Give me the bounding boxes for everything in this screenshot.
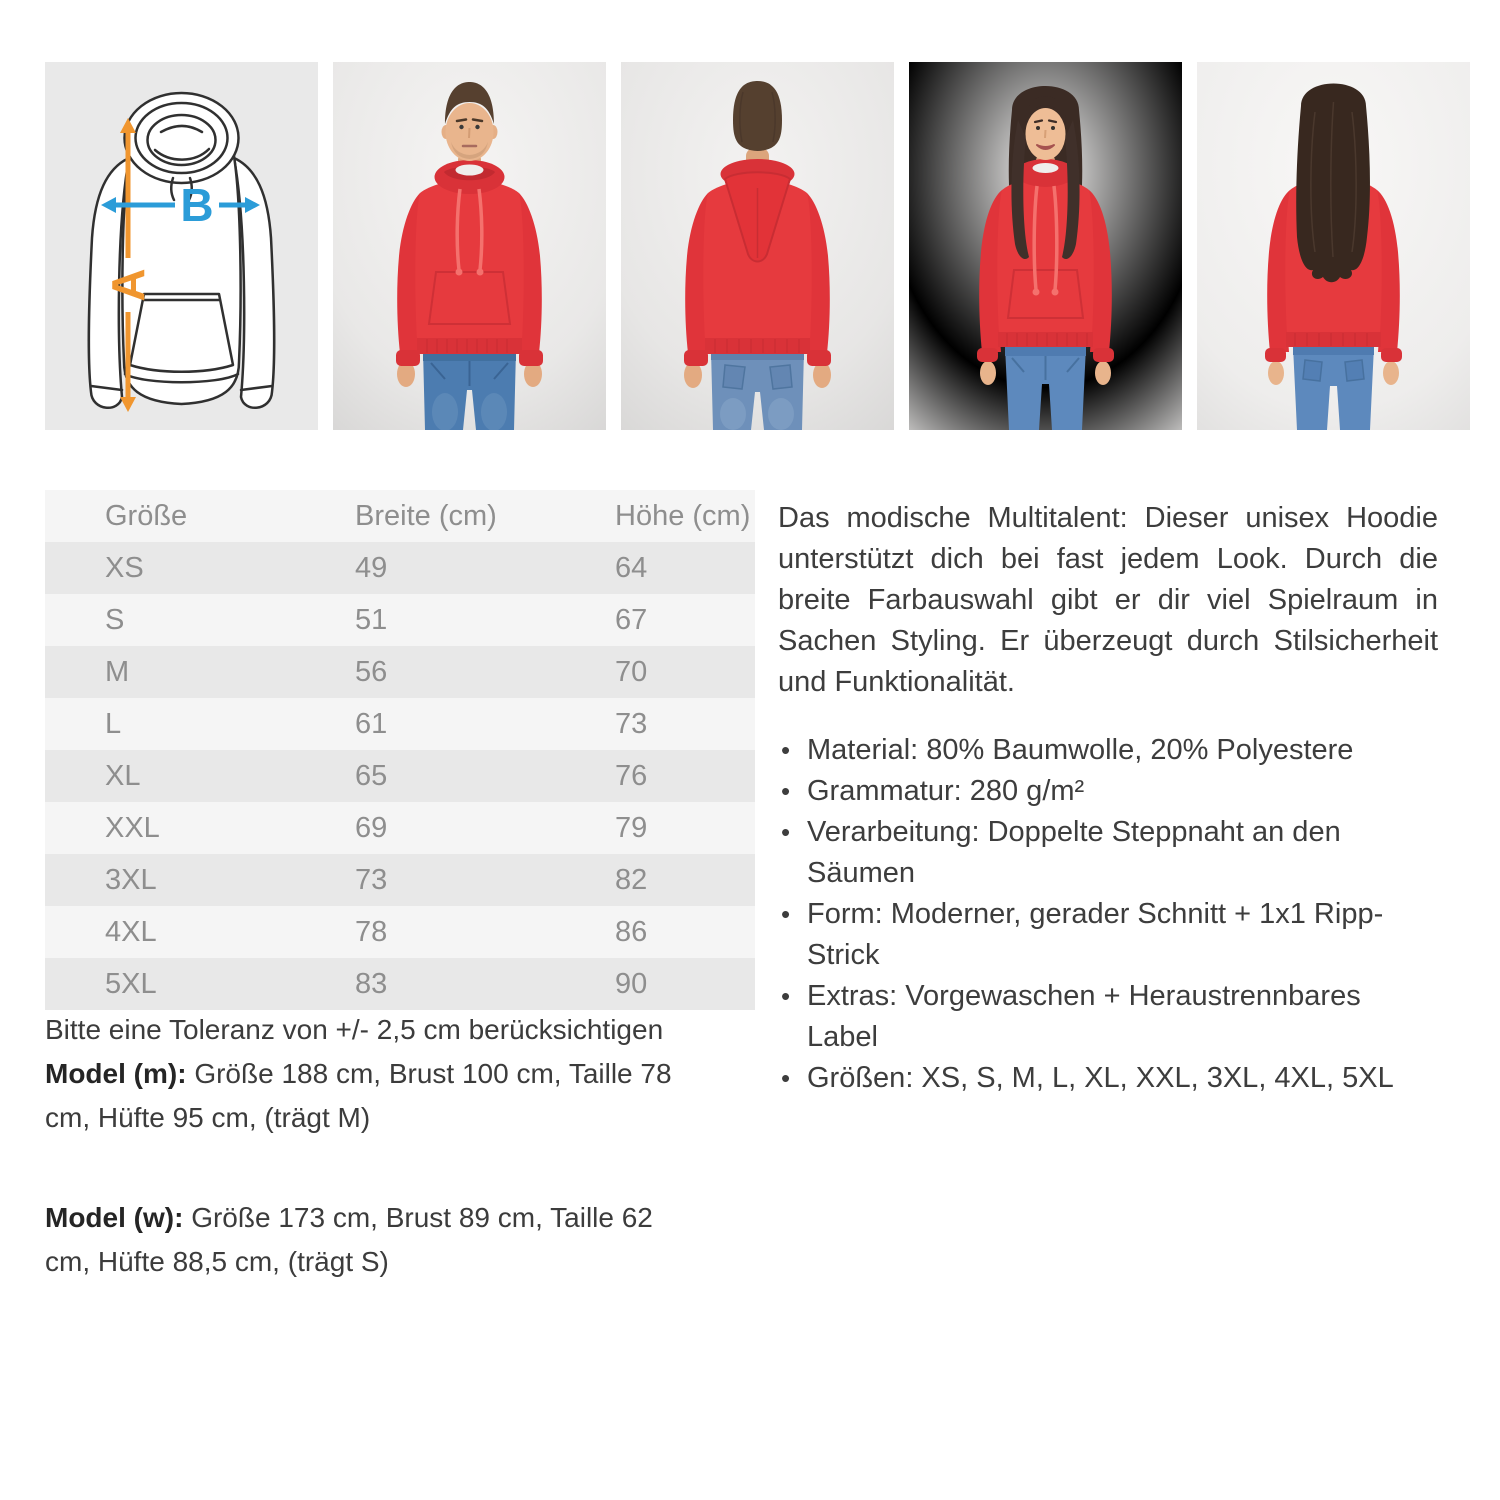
size-table-row-l — [45, 698, 755, 750]
man-back-photo — [621, 62, 894, 430]
column-header-breite: Breite (cm) — [355, 499, 497, 532]
photo-man-back[interactable] — [621, 62, 894, 430]
description-intro: Das modische Multitalent: Dieser unisex Hoodie unterstützt dich bei fast jedem Look. Durch die breite Farbauswahl gibt er dir viel Spielraum in Sachen Styling. Er überzeugt durch Stilsicherheit und Funktionalität. — [778, 502, 1438, 698]
spec-bullet-list — [778, 730, 1417, 1099]
right-hand — [1383, 361, 1399, 385]
size-table-row-xxl — [45, 802, 755, 854]
size-table-cell: 64 — [615, 551, 648, 584]
model-w-note — [45, 1196, 705, 1284]
tolerance-note: Bitte eine Toleranz von +/- 2,5 cm berücksichtigen — [45, 1014, 664, 1045]
woman-front-photo — [909, 62, 1182, 430]
size-table-cell: 67 — [615, 603, 648, 636]
size-table-cell: 56 — [355, 655, 388, 688]
photo-man-front[interactable] — [333, 62, 606, 430]
size-table-cell: 73 — [355, 863, 388, 896]
size-table-cell: XL — [105, 759, 141, 792]
size-table-row-xl — [45, 750, 755, 802]
size-table-cell: L — [105, 707, 122, 740]
column-header-hoehe: Höhe (cm) — [615, 499, 751, 532]
size-table-cell: 3XL — [105, 863, 157, 896]
model-w-text: Größe 173 cm, Brust 89 cm, Taille 62 cm, Hüfte 88,5 cm, (trägt S) — [45, 1202, 653, 1277]
size-table-cell: 73 — [615, 707, 648, 740]
size-table-cell: 78 — [355, 915, 388, 948]
model-m-text: Größe 188 cm, Brust 100 cm, Taille 78 cm, Hüfte 95 cm, (trägt M) — [45, 1058, 672, 1133]
spec-bullet: • Verarbeitung: Doppelte Steppnaht an den Säumen — [778, 812, 1417, 894]
spec-bullet: • Material: 80% Baumwolle, 20% Polyestere — [778, 730, 1417, 771]
size-table-header — [45, 490, 755, 542]
label-a: A — [102, 268, 154, 302]
photo-woman-back[interactable] — [1197, 62, 1470, 430]
spec-bullet: • Größen: XS, S, M, L, XL, XXL, 3XL, 4XL, 5XL — [778, 1058, 1417, 1099]
model-m-label: Model (m): — [45, 1058, 187, 1089]
size-table-row-5xl — [45, 958, 755, 1010]
size-table-cell: 49 — [355, 551, 388, 584]
size-table-cell: 70 — [615, 655, 648, 688]
size-table — [45, 490, 755, 1010]
size-table-cell: 86 — [615, 915, 648, 948]
left-hand — [980, 361, 996, 385]
size-table-cell: 69 — [355, 811, 388, 844]
size-table-cell: XS — [105, 551, 144, 584]
size-table-cell: 65 — [355, 759, 388, 792]
measurement-notes — [45, 1008, 705, 1284]
size-table-cell: 61 — [355, 707, 388, 740]
photo-woman-front[interactable] — [909, 62, 1182, 430]
size-table-cell: 79 — [615, 811, 648, 844]
spec-bullet: • Extras: Vorgewaschen + Heraustrennbares Label — [778, 976, 1417, 1058]
product-gallery — [45, 62, 1470, 430]
size-table-cell: 83 — [355, 967, 388, 1000]
label-b: B — [180, 179, 214, 231]
model-w-label: Model (w): — [45, 1202, 184, 1233]
size-table-cell: 76 — [615, 759, 648, 792]
size-table-cell: M — [105, 655, 130, 688]
size-table-body — [45, 542, 755, 1010]
hoodie-measurement-diagram — [45, 62, 318, 430]
woman-back-photo — [1197, 62, 1470, 430]
size-table-row-4xl — [45, 906, 755, 958]
size-table-cell: 5XL — [105, 967, 157, 1000]
size-table-row-3xl — [45, 854, 755, 906]
size-table-cell: 4XL — [105, 915, 157, 948]
right-hand — [1095, 361, 1111, 385]
model-m-note — [45, 1052, 705, 1140]
column-header-groesse: Größe — [105, 499, 188, 532]
left-hand — [1268, 361, 1284, 385]
size-table-cell: XXL — [105, 811, 160, 844]
man-front-photo — [333, 62, 606, 430]
size-table-row-s — [45, 594, 755, 646]
product-description — [778, 498, 1438, 1099]
spec-bullet: • Grammatur: 280 g/m² — [778, 771, 1417, 812]
spec-bullet: • Form: Moderner, gerader Schnitt + 1x1 Ripp-Strick — [778, 894, 1417, 976]
size-table-cell: S — [105, 603, 125, 636]
size-table-row-xs — [45, 542, 755, 594]
size-table-cell: 51 — [355, 603, 388, 636]
size-table-row-m — [45, 646, 755, 698]
size-diagram-image[interactable] — [45, 62, 318, 430]
size-table-cell: 90 — [615, 967, 648, 1000]
size-table-cell: 82 — [615, 863, 648, 896]
